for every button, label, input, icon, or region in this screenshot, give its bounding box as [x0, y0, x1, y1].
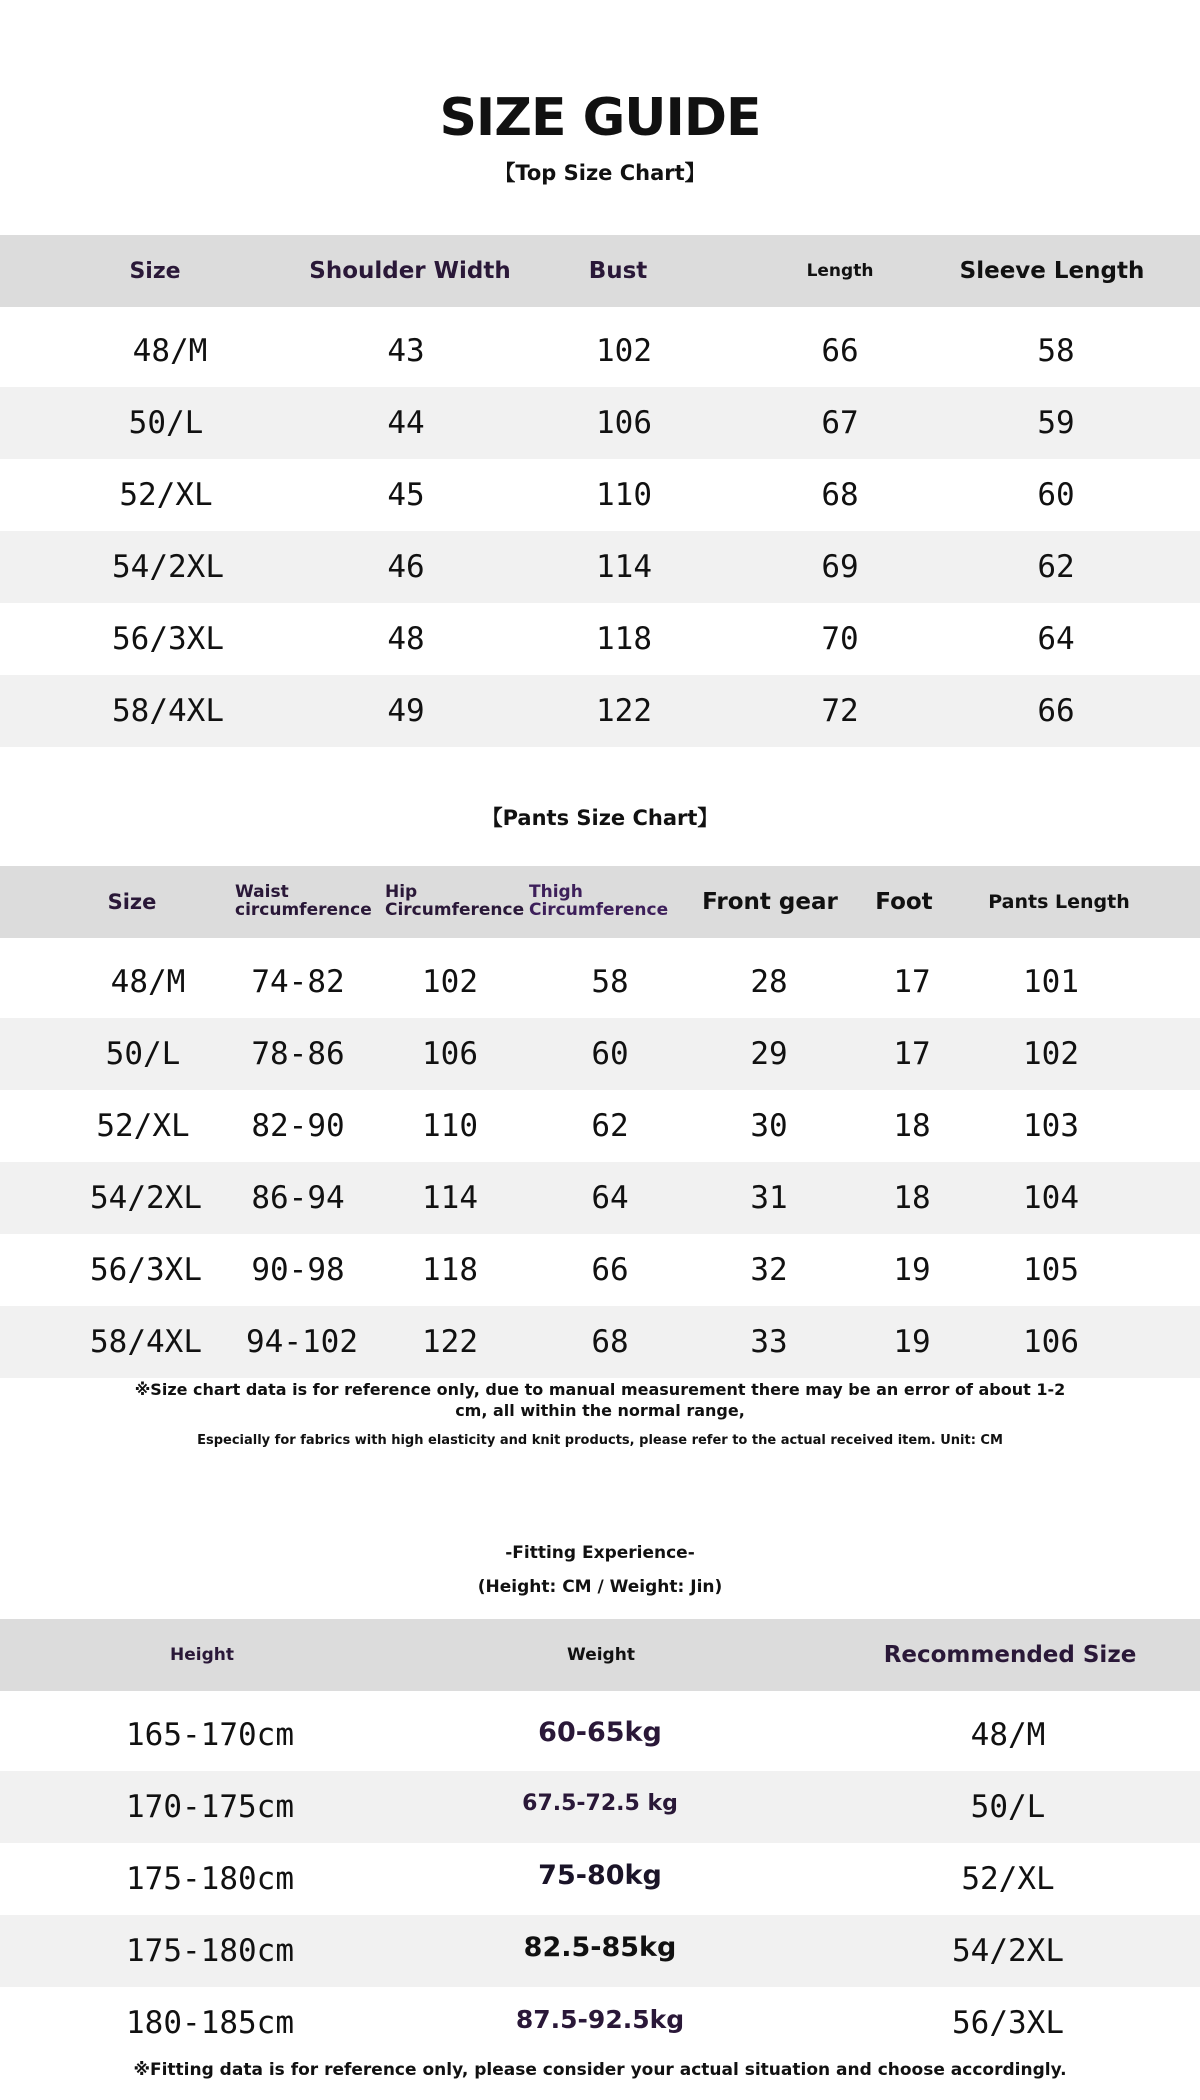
size-cell: 54/2XL — [90, 1180, 202, 1216]
table-row — [0, 946, 1200, 1018]
recommended-size-cell: 48/M — [970, 1717, 1046, 1753]
shoulder-cell: 46 — [387, 549, 425, 585]
table-row — [0, 675, 1200, 747]
column-header-height: Height — [170, 1645, 234, 1665]
thigh-cell: 58 — [591, 964, 629, 1000]
recommended-size-cell: 54/2XL — [952, 1933, 1064, 1969]
table-row — [0, 1306, 1200, 1378]
size-cell: 52/XL — [96, 1108, 190, 1144]
table-header — [0, 235, 1200, 307]
length-cell: 69 — [821, 549, 859, 585]
length-cell: 67 — [821, 405, 859, 441]
table-row — [0, 1987, 1200, 2059]
sleeve-cell: 66 — [1037, 693, 1075, 729]
fitting-table — [0, 1619, 1200, 2059]
front-gear-cell: 31 — [750, 1180, 788, 1216]
size-cell: 56/3XL — [112, 621, 224, 657]
size-cell: 58/4XL — [112, 693, 224, 729]
column-header-hip: Hip Circumference — [385, 882, 525, 920]
pants-length-cell: 103 — [1023, 1108, 1079, 1144]
thigh-cell: 62 — [591, 1108, 629, 1144]
foot-cell: 19 — [893, 1324, 931, 1360]
table-row — [0, 1699, 1200, 1771]
shoulder-cell: 44 — [387, 405, 425, 441]
pants-length-cell: 101 — [1023, 964, 1079, 1000]
recommended-size-cell: 50/L — [970, 1789, 1046, 1825]
column-header-size: Size — [129, 258, 181, 284]
table-row — [0, 1915, 1200, 1987]
hip-cell: 102 — [422, 964, 478, 1000]
fitting-note: ※Fitting data is for reference only, please consider your actual situation and choose accordingly. — [133, 2060, 1067, 2080]
size-cell: 56/3XL — [90, 1252, 202, 1288]
size-note-line-1: ※Size chart data is for reference only, due to manual measurement there may be an error of about 1-2 — [134, 1380, 1066, 1399]
sleeve-cell: 59 — [1037, 405, 1075, 441]
hip-cell: 122 — [422, 1324, 478, 1360]
size-cell: 52/XL — [119, 477, 213, 513]
size-cell: 48/M — [110, 964, 186, 1000]
shoulder-cell: 49 — [387, 693, 425, 729]
thigh-cell: 64 — [591, 1180, 629, 1216]
length-cell: 70 — [821, 621, 859, 657]
shoulder-cell: 45 — [387, 477, 425, 513]
weight-cell: 82.5-85kg — [523, 1931, 677, 1963]
page-title: SIZE GUIDE — [439, 88, 761, 148]
column-header-size: Size — [107, 890, 157, 914]
table-row — [0, 1843, 1200, 1915]
thigh-cell: 68 — [591, 1324, 629, 1360]
foot-cell: 19 — [893, 1252, 931, 1288]
height-cell: 175-180cm — [126, 1861, 294, 1897]
pants-length-cell: 106 — [1023, 1324, 1079, 1360]
table-row — [0, 315, 1200, 387]
column-header-sleeve-length: Sleeve Length — [959, 258, 1145, 284]
front-gear-cell: 32 — [750, 1252, 788, 1288]
sleeve-cell: 60 — [1037, 477, 1075, 513]
thigh-cell: 66 — [591, 1252, 629, 1288]
foot-cell: 18 — [893, 1180, 931, 1216]
front-gear-cell: 29 — [750, 1036, 788, 1072]
front-gear-cell: 28 — [750, 964, 788, 1000]
pants-size-table — [0, 866, 1200, 1378]
hip-cell: 110 — [422, 1108, 478, 1144]
bust-cell: 110 — [596, 477, 652, 513]
pants-length-cell: 102 — [1023, 1036, 1079, 1072]
front-gear-cell: 30 — [750, 1108, 788, 1144]
fitting-experience-label: -Fitting Experience- — [505, 1543, 695, 1563]
column-header-thigh: Thigh Circumference — [529, 882, 669, 920]
size-note-line-3: Especially for fabrics with high elasticity and knit products, please refer to the actual received item. Unit: CM — [197, 1433, 1003, 1448]
table-row — [0, 603, 1200, 675]
waist-cell: 90-98 — [251, 1252, 345, 1288]
table-row — [0, 531, 1200, 603]
hip-cell: 106 — [422, 1036, 478, 1072]
pants-length-cell: 104 — [1023, 1180, 1079, 1216]
table-header — [0, 866, 1200, 938]
hip-cell: 114 — [422, 1180, 478, 1216]
weight-cell: 60-65kg — [538, 1716, 662, 1748]
thigh-cell: 60 — [591, 1036, 629, 1072]
column-header-length: Length — [806, 261, 874, 281]
bust-cell: 106 — [596, 405, 652, 441]
table-row — [0, 1234, 1200, 1306]
pants-size-chart-label: 【Pants Size Chart】 — [481, 806, 719, 830]
length-cell: 68 — [821, 477, 859, 513]
waist-cell: 74-82 — [251, 964, 345, 1000]
table-row — [0, 459, 1200, 531]
table-header — [0, 1619, 1200, 1691]
column-header-pants-length: Pants Length — [988, 891, 1130, 913]
size-cell: 54/2XL — [112, 549, 224, 585]
fitting-units-label: (Height: CM / Weight: Jin) — [477, 1577, 723, 1597]
weight-cell: 75-80kg — [538, 1859, 662, 1891]
recommended-size-cell: 52/XL — [961, 1861, 1055, 1897]
table-row — [0, 1771, 1200, 1843]
length-cell: 72 — [821, 693, 859, 729]
height-cell: 180-185cm — [126, 2005, 294, 2041]
size-note-line-2: cm, all within the normal range, — [455, 1401, 745, 1420]
recommended-size-cell: 56/3XL — [952, 2005, 1064, 2041]
waist-cell: 86-94 — [251, 1180, 345, 1216]
sleeve-cell: 58 — [1037, 333, 1075, 369]
foot-cell: 18 — [893, 1108, 931, 1144]
waist-cell: 78-86 — [251, 1036, 345, 1072]
weight-cell: 87.5-92.5kg — [515, 2004, 685, 2034]
top-size-table — [0, 235, 1200, 747]
sleeve-cell: 64 — [1037, 621, 1075, 657]
column-header-bust: Bust — [588, 258, 648, 284]
column-header-shoulder-width: Shoulder Width — [309, 258, 511, 284]
foot-cell: 17 — [893, 964, 931, 1000]
column-header-front-gear: Front gear — [702, 889, 838, 915]
bust-cell: 118 — [596, 621, 652, 657]
table-row — [0, 387, 1200, 459]
length-cell: 66 — [821, 333, 859, 369]
bust-cell: 102 — [596, 333, 652, 369]
height-cell: 165-170cm — [126, 1717, 294, 1753]
size-cell: 50/L — [105, 1036, 181, 1072]
column-header-recommended-size: Recommended Size — [883, 1642, 1137, 1668]
front-gear-cell: 33 — [750, 1324, 788, 1360]
table-row — [0, 1162, 1200, 1234]
shoulder-cell: 43 — [387, 333, 425, 369]
pants-length-cell: 105 — [1023, 1252, 1079, 1288]
waist-cell: 82-90 — [251, 1108, 345, 1144]
bust-cell: 122 — [596, 693, 652, 729]
shoulder-cell: 48 — [387, 621, 425, 657]
bust-cell: 114 — [596, 549, 652, 585]
size-cell: 48/M — [132, 333, 208, 369]
size-cell: 58/4XL — [90, 1324, 202, 1360]
column-header-waist: Waist circumference — [235, 882, 372, 920]
weight-cell: 67.5-72.5 kg — [522, 1790, 678, 1816]
waist-cell: 94-102 — [246, 1324, 358, 1360]
foot-cell: 17 — [893, 1036, 931, 1072]
column-header-foot: Foot — [875, 889, 933, 915]
height-cell: 175-180cm — [126, 1933, 294, 1969]
table-row — [0, 1090, 1200, 1162]
size-cell: 50/L — [128, 405, 204, 441]
hip-cell: 118 — [422, 1252, 478, 1288]
column-header-weight: Weight — [567, 1645, 635, 1665]
height-cell: 170-175cm — [126, 1789, 294, 1825]
table-row — [0, 1018, 1200, 1090]
sleeve-cell: 62 — [1037, 549, 1075, 585]
top-size-chart-label: 【Top Size Chart】 — [494, 161, 706, 185]
